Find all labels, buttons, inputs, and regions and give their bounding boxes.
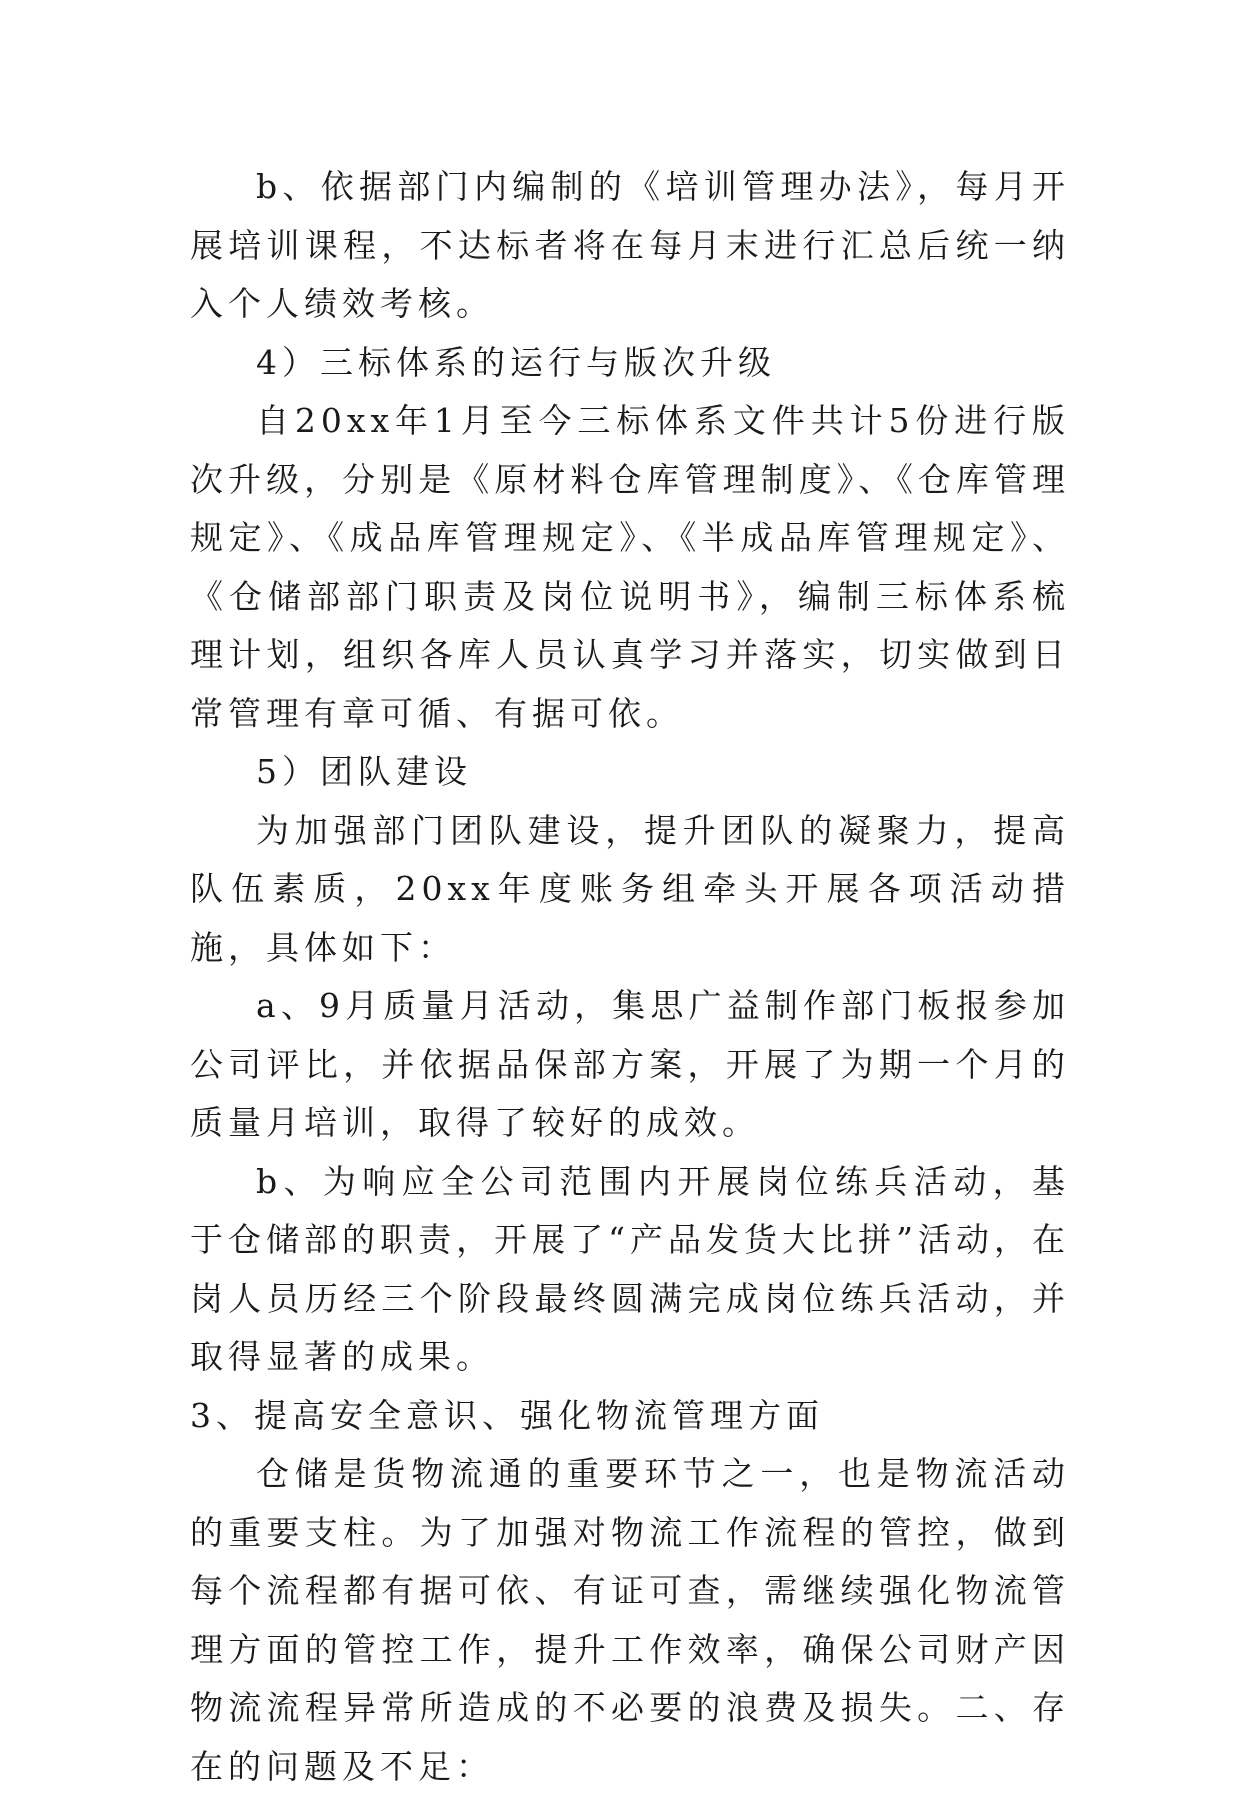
paragraph-training-courses: b、依据部门内编制的《培训管理办法》，每月开展培训课程，不达标者将在每月末进行汇总后统一纳入个人绩效考核。 [190,167,1070,323]
section-heading-three-standards: 4）三标体系的运行与版次升级 [256,342,776,382]
paragraph-team-building-intro: 为加强部门团队建设，提升团队的凝聚力，提高队伍素质，20xx年度账务组牵头开展各项活动措施，具体如下： [190,810,1070,967]
section-heading-team-building: 5）团队建设 [256,752,472,791]
paragraph-job-competition: b、为响应全公司范围内开展岗位练兵活动，基于仓储部的职责，开展了“产品发货大比拼”活动，在岗人员历经三个阶段最终圆满完成岗位练兵活动，并取得显著的成果。 [190,1161,1070,1376]
paragraph-logistics-management: 仓储是货物流通的重要环节之一，也是物流活动的重要支柱。为了加强对物流工作流程的管控，做到每个流程都有据可依、有证可查，需继续强化物流管理方面的管控工作，提升工作效率，确保公司财产因物流流程异常所造成的不必要的浪费及损失。二、存在的问题及不足： [190,1454,1070,1786]
document-body [190,158,1070,1796]
paragraph-system-upgrade: 自20xx年1月至今三标体系文件共计5份进行版次升级，分别是《原材料仓库管理制度》、《仓库管理规定》、《成品库管理规定》、《半成品库管理规定》、《仓储部部门职责及岗位说明书》，编制三标体系梳理计划，组织各库人员认真学习并落实，切实做到日常管理有章可循、有据可依。 [190,401,1070,733]
paragraph-quality-month: a、9月质量月活动，集思广益制作部门板报参加公司评比，并依据品保部方案，开展了为期一个月的质量月培训，取得了较好的成效。 [190,986,1070,1142]
section-heading-logistics: 3、提高安全意识、强化物流管理方面 [190,1395,824,1435]
